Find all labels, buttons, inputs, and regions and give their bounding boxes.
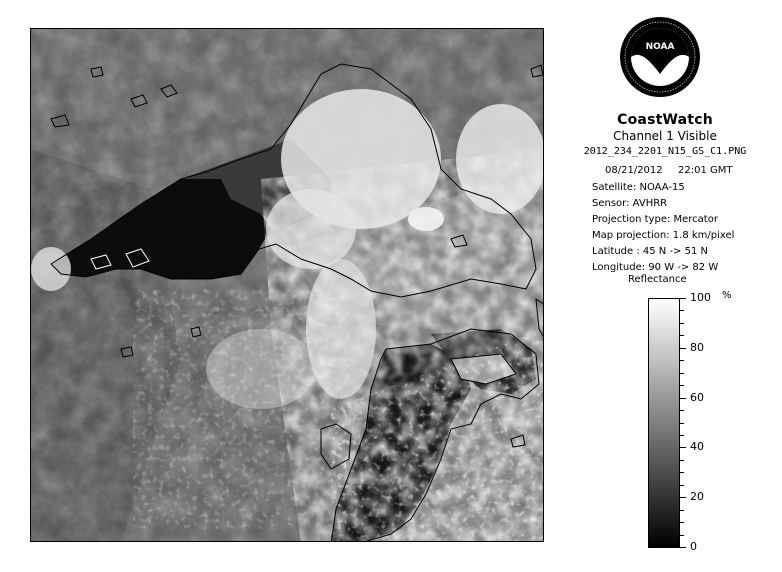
logo-center-text: NOAA <box>645 42 675 52</box>
colorbar-tick-label: 20 <box>690 490 704 503</box>
reflectance-colorbar <box>648 298 680 548</box>
colorbar-tick <box>680 360 684 361</box>
colorbar-tick <box>680 497 686 498</box>
cumulus-speckle <box>151 309 331 509</box>
colorbar-tick <box>680 310 684 311</box>
cloud-mass-northeast <box>456 104 544 214</box>
colorbar-tick-label: 60 <box>690 391 704 404</box>
colorbar-tick <box>680 410 684 411</box>
noaa-logo <box>619 16 701 98</box>
colorbar-tick <box>680 335 684 336</box>
colorbar-tick <box>680 423 684 424</box>
satellite-image <box>30 28 544 542</box>
satellite-label: Satellite: NOAA-15 <box>592 182 685 193</box>
colorbar-tick <box>680 348 686 349</box>
colorbar-tick <box>680 398 686 399</box>
latitude-label: Latitude : 45 N -> 51 N <box>592 246 708 257</box>
colorbar-tick <box>680 323 684 324</box>
cloud-west-edge <box>31 247 71 291</box>
colorbar-tick <box>680 373 684 374</box>
colorbar-tick-label: 100 <box>690 291 711 304</box>
colorbar-tick <box>680 522 684 523</box>
colorbar-tick <box>680 472 684 473</box>
sensor-label: Sensor: AVHRR <box>592 198 668 209</box>
cloud-puff <box>408 207 444 231</box>
colorbar-tick <box>680 485 684 486</box>
colorbar-tick <box>680 298 686 299</box>
date-label: 08/21/2012 <box>605 165 663 176</box>
colorbar-tick-label: 80 <box>690 341 704 354</box>
colorbar-tick <box>680 460 684 461</box>
map-projection-label: Map projection: 1.8 km/pixel <box>592 230 735 241</box>
projection-type-label: Projection type: Mercator <box>592 214 718 225</box>
colorbar-tick <box>680 447 686 448</box>
cloud-mass-center <box>266 189 356 269</box>
colorbar-tick-label: 40 <box>690 440 704 453</box>
colorbar-tick <box>680 510 684 511</box>
channel-label: Channel 1 Visible <box>613 129 717 143</box>
longitude-label: Longitude: 90 W -> 82 W <box>592 262 719 273</box>
filename-label: 2012_234_2201_N15_GS_C1.PNG <box>583 146 747 157</box>
satellite-map-svg <box>31 29 544 542</box>
colorbar-tick-label: 0 <box>690 540 697 553</box>
colorbar-tick <box>680 547 686 548</box>
time-label: 22:01 GMT <box>678 165 733 176</box>
colorscale-title: Reflectance <box>628 274 687 285</box>
colorbar-tick <box>680 535 684 536</box>
colorscale-unit: % <box>722 290 732 301</box>
colorbar-tick <box>680 385 684 386</box>
colorbar-tick <box>680 435 684 436</box>
brand-title: CoastWatch <box>617 112 713 128</box>
